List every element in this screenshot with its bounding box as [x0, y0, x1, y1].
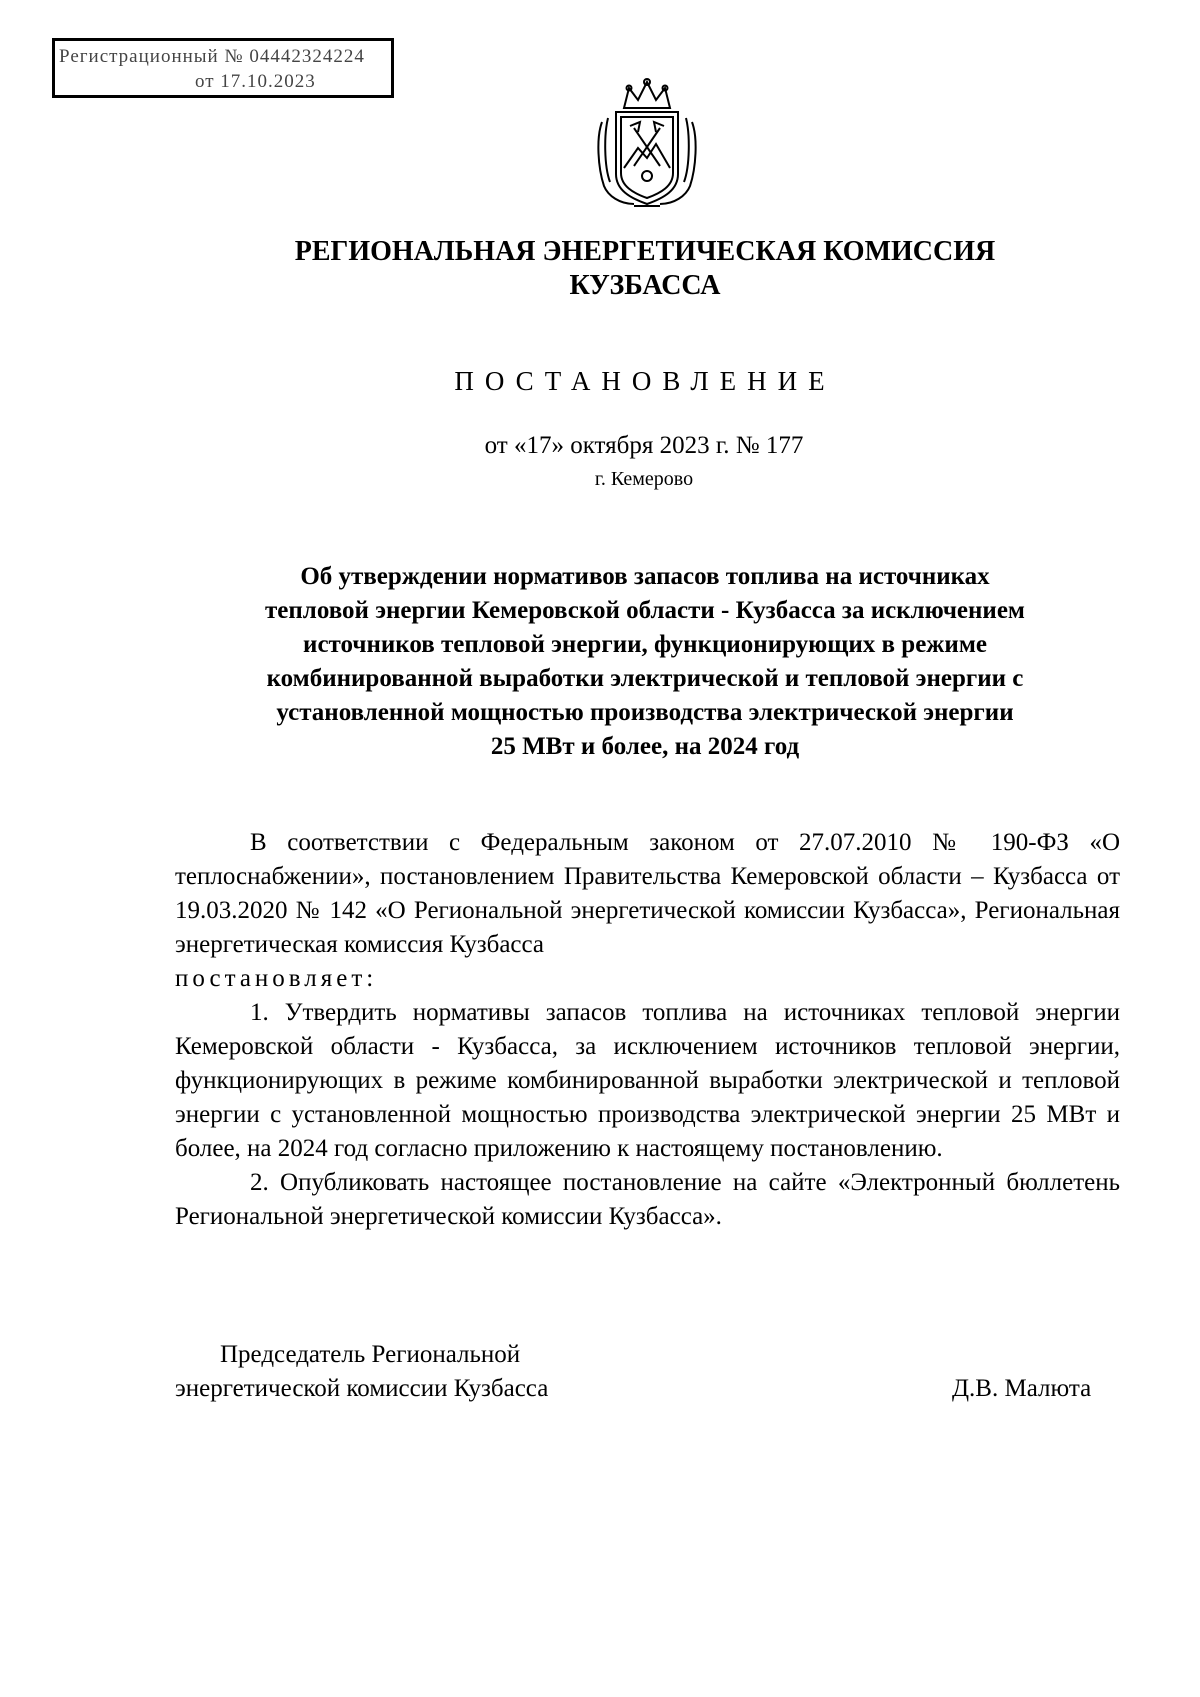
- preamble-paragraph: В соответствии с Федеральным законом от 27.07.2010 № 190-ФЗ «О теплоснабжении», постановлением Правительства Кемеровской области – Кузбасса от 19.03.2020 № 142 «О Региональной энергетической комиссии Кузбасса», Региональная энергетическая комиссия Кузбасса: [175, 829, 1120, 958]
- subject-line: установленной мощностью производства электрической энергии: [276, 699, 1014, 726]
- document-subject: [200, 560, 1090, 764]
- registration-number: Регистрационный № 04442324224: [59, 46, 365, 67]
- document-city: г. Кемерово: [594, 468, 694, 490]
- organization-title-line1: РЕГИОНАЛЬНАЯ ЭНЕРГЕТИЧЕСКАЯ КОМИССИЯ: [294, 236, 996, 267]
- registration-date: от 17.10.2023: [195, 71, 316, 92]
- subject-line: комбинированной выработки электрической и тепловой энергии с: [266, 665, 1024, 692]
- signer-name: Д.В. Малюта: [952, 1375, 1092, 1402]
- decree-item-1: 1. Утвердить нормативы запасов топлива на источниках тепловой энергии Кемеровской области - Кузбасса, за исключением источников тепловой энергии, функционирующих в режиме комбинированной выработки электрической и тепловой энергии с установленной мощностью производства электрической энергии 25 МВт и более, на 2024 год согласно приложению к настоящему постановлению.: [175, 999, 1120, 1162]
- organization-title-line2: КУЗБАССА: [569, 270, 721, 301]
- signer-position: [175, 1338, 548, 1406]
- kuzbass-coat-of-arms-icon: [594, 78, 700, 212]
- subject-line: тепловой энергии Кемеровской области - Кузбасса за исключением: [265, 597, 1025, 624]
- organization-title: [0, 235, 1200, 303]
- signer-position-line1: Председатель Региональной: [220, 1341, 521, 1368]
- decree-word: постановляет:: [175, 965, 378, 992]
- subject-line: 25 МВт и более, на 2024 год: [490, 733, 800, 760]
- signer-position-line2: энергетической комиссии Кузбасса: [175, 1375, 549, 1402]
- decree-item-2: 2. Опубликовать настоящее постановление на сайте «Электронный бюллетень Региональной энергетической комиссии Кузбасса».: [175, 1169, 1120, 1230]
- document-type: ПОСТАНОВЛЕНИЕ: [454, 366, 836, 396]
- subject-line: источников тепловой энергии, функционирующих в режиме: [303, 631, 987, 658]
- document-body: [175, 826, 1120, 1234]
- registration-stamp: [52, 38, 394, 98]
- document-date-number: от «17» октября 2023 г. № 177: [484, 432, 804, 459]
- subject-line: Об утверждении нормативов запасов топлива на источниках: [300, 563, 990, 590]
